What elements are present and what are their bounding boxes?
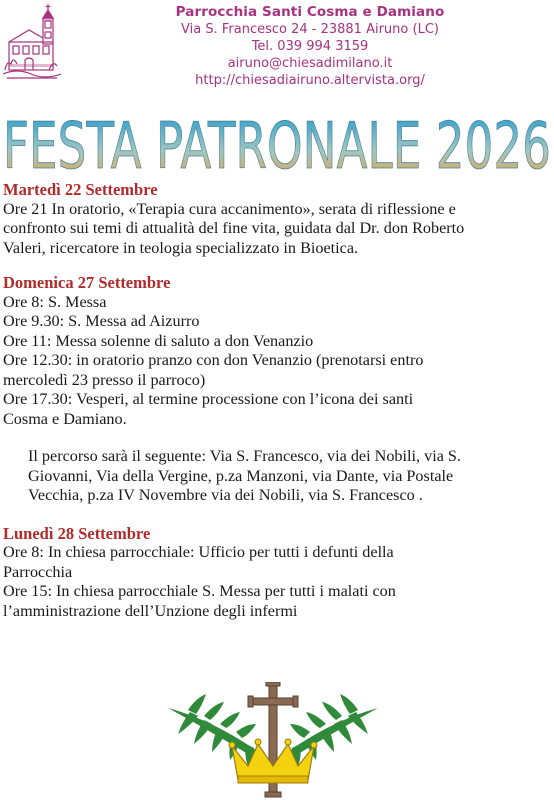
section-domenica bbox=[3, 273, 551, 506]
parish-phone: Tel. 039 994 3159 bbox=[251, 39, 369, 54]
program-line: Ore 9.30: S. Messa ad Aizurro bbox=[3, 312, 200, 330]
parish-email[interactable]: airuno@chiesadimilano.it bbox=[227, 56, 393, 71]
parish-contact-block bbox=[150, 4, 470, 89]
program-line: Ore 8: S. Messa bbox=[3, 292, 107, 311]
program-line: l’amministrazione dell’Unzione degli infermi bbox=[3, 601, 298, 620]
festa-title bbox=[0, 108, 554, 180]
parish-address: Via S. Francesco 24 - 23881 Airuno (LC) bbox=[181, 22, 439, 37]
program-line: Cosma e Damiano. bbox=[3, 409, 127, 428]
procession-route bbox=[28, 447, 528, 506]
route-line: Il percorso sarà il seguente: Via S. Francesco, via dei Nobili, via S. bbox=[28, 447, 461, 465]
day-heading: Martedì 22 Settembre bbox=[3, 180, 158, 199]
route-line: Giovanni, Via della Vergine, p.za Manzoni, via Dante, via Postale bbox=[28, 466, 454, 485]
program-line: mercoledì 23 presso il parroco) bbox=[3, 370, 206, 389]
spacer bbox=[3, 506, 551, 524]
program-line: Parrocchia bbox=[3, 562, 73, 581]
program-line: Valeri, ricercatore in teologia specializzato in Bioetica. bbox=[3, 238, 359, 257]
program-line: Ore 12.30: in oratorio pranzo con don Venanzio (prenotarsi entro bbox=[3, 351, 424, 369]
program-line: confronto sui temi di attualità del fine vita, guidata dal Dr. don Roberto bbox=[3, 219, 465, 237]
festa-title-text: FESTA PATRONALE 2026 bbox=[3, 110, 551, 180]
section-lunedi bbox=[3, 524, 551, 622]
letterhead bbox=[0, 0, 554, 96]
church-logo-icon bbox=[3, 2, 61, 82]
route-line: Vecchia, p.za IV Novembre via dei Nobili, via S. Francesco . bbox=[28, 486, 423, 504]
program-line: Ore 15: In chiesa parrocchiale S. Messa per tutti i malati con bbox=[3, 582, 396, 600]
program-content bbox=[3, 180, 551, 621]
program-line: Ore 8: In chiesa parrocchiale: Ufficio per tutti i defunti della bbox=[3, 543, 394, 561]
parish-name: Parrocchia Santi Cosma e Damiano bbox=[175, 4, 445, 20]
program-line: Ore 11: Messa solenne di saluto a don Venanzio bbox=[3, 331, 314, 350]
program-line: Ore 17.30: Vesperi, al termine processione con l’icona dei santi bbox=[3, 390, 414, 408]
cross-palm-crown-emblem-icon bbox=[160, 682, 386, 798]
parish-website[interactable]: http://chiesadiairuno.altervista.org/ bbox=[195, 73, 425, 88]
spacer bbox=[3, 258, 551, 273]
section-martedi bbox=[3, 180, 551, 258]
day-heading: Lunedì 28 Settembre bbox=[3, 523, 151, 543]
program-line: Ore 21 In oratorio, «Terapia cura accanimento», serata di riflessione e bbox=[3, 199, 456, 218]
day-heading: Domenica 27 Settembre bbox=[3, 273, 171, 292]
